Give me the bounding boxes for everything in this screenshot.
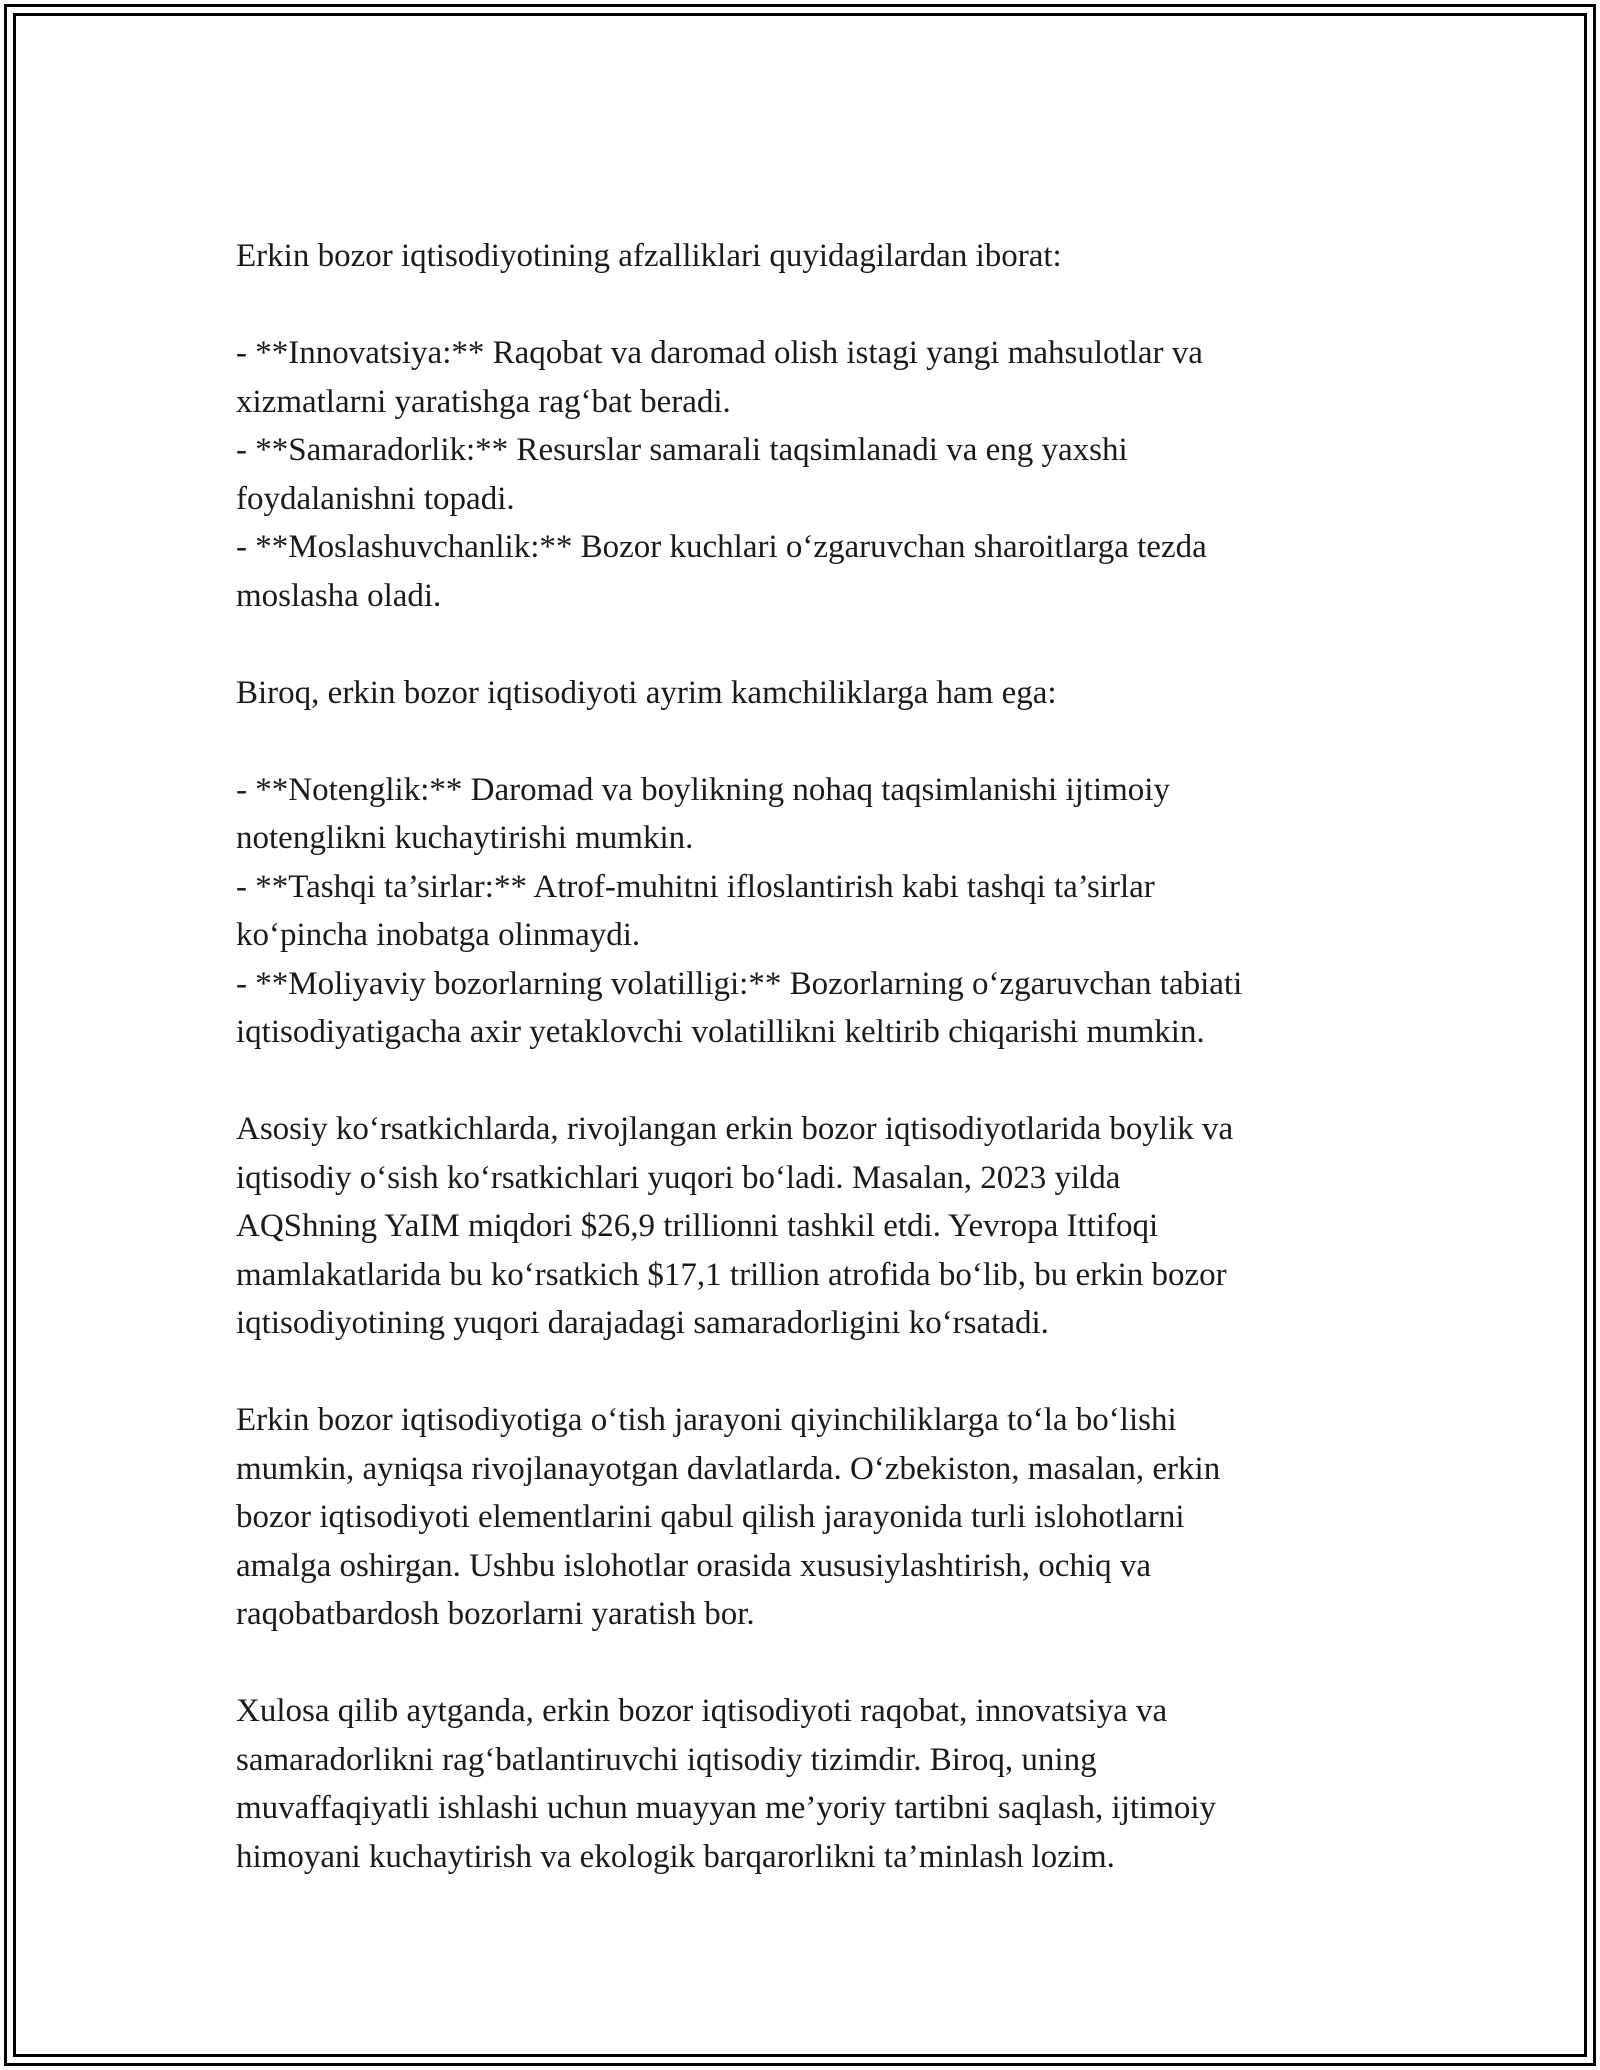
transition-paragraph: Erkin bozor iqtisodiyotiga o‘tish jarayoni qiyinchiliklarga to‘la bo‘lishi mumkin, ayniqsa rivojlanayotgan davlatlarda. O‘zbekiston, masalan, erkin bozor iqtisodiyoti elementlarini qabul qilish jarayonida turli islohotlarni amalga oshirgan. Ushbu islohotlar orasida xususiylashtirish, ochiq va raqobatbardosh bozorlarni yaratish bor. (236, 1402, 1221, 1632)
document-body (236, 232, 1376, 1881)
indicators-paragraph: Asosiy ko‘rsatkichlarda, rivojlangan erkin bozor iqtisodiyotlarida boylik va iqtisodiy o‘sish ko‘rsatkichlari yuqori bo‘ladi. Masalan, 2023 yilda AQShning YaIM miqdori $26,9 trillionni tashkil etdi. Yevropa Ittifoqi mamlakatlarida bu ko‘rsatkich $17,1 trillion atrofida bo‘lib, bu erkin bozor iqtisodiyotining yuqori darajadagi samaradorligini ko‘rsatadi. (236, 1111, 1234, 1341)
disadvantages-list: - **Notenglik:** Daromad va boylikning nohaq taqsimlanishi ijtimoiy notenglikni kuchaytirishi mumkin. - **Tashqi ta’sirlar:** Atrof-muhitni ifloslantirish kabi tashqi ta’sirlar ko‘pincha inobatga olinmaydi. - **Moliyaviy bozorlarning volatilligi:** Bozorlarning o‘zgaruvchan tabiati iqtisodiyatigacha axir yetaklovchi volatillikni keltirib chiqarishi mumkin. (236, 771, 1243, 1050)
conclusion-paragraph: Xulosa qilib aytganda, erkin bozor iqtisodiyoti raqobat, innovatsiya va samaradorlikni rag‘batlantiruvchi iqtisodiy tizimdir. Biroq, uning muvaffaqiyatli ishlashi uchun muayyan me’yoriy tartibni saqlash, ijtimoiy himoyani kuchaytirish va ekologik barqarorlikni ta’minlash lozim. (236, 1693, 1217, 1875)
intro-disadvantages-paragraph: Biroq, erkin bozor iqtisodiyoti ayrim kamchiliklarga ham ega: (236, 674, 1057, 711)
intro-advantages-paragraph: Erkin bozor iqtisodiyotining afzalliklari quyidagilardan iborat: (236, 238, 1062, 274)
advantages-list: - **Innovatsiya:** Raqobat va daromad olish istagi yangi mahsulotlar va xizmatlarni yaratishga rag‘bat beradi. - **Samaradorlik:** Resurslar samarali taqsimlanadi va eng yaxshi foydalanishni topadi. - **Moslashuvchanlik:** Bozor kuchlari o‘zgaruvchan sharoitlarga tezda moslasha oladi. (236, 335, 1207, 614)
